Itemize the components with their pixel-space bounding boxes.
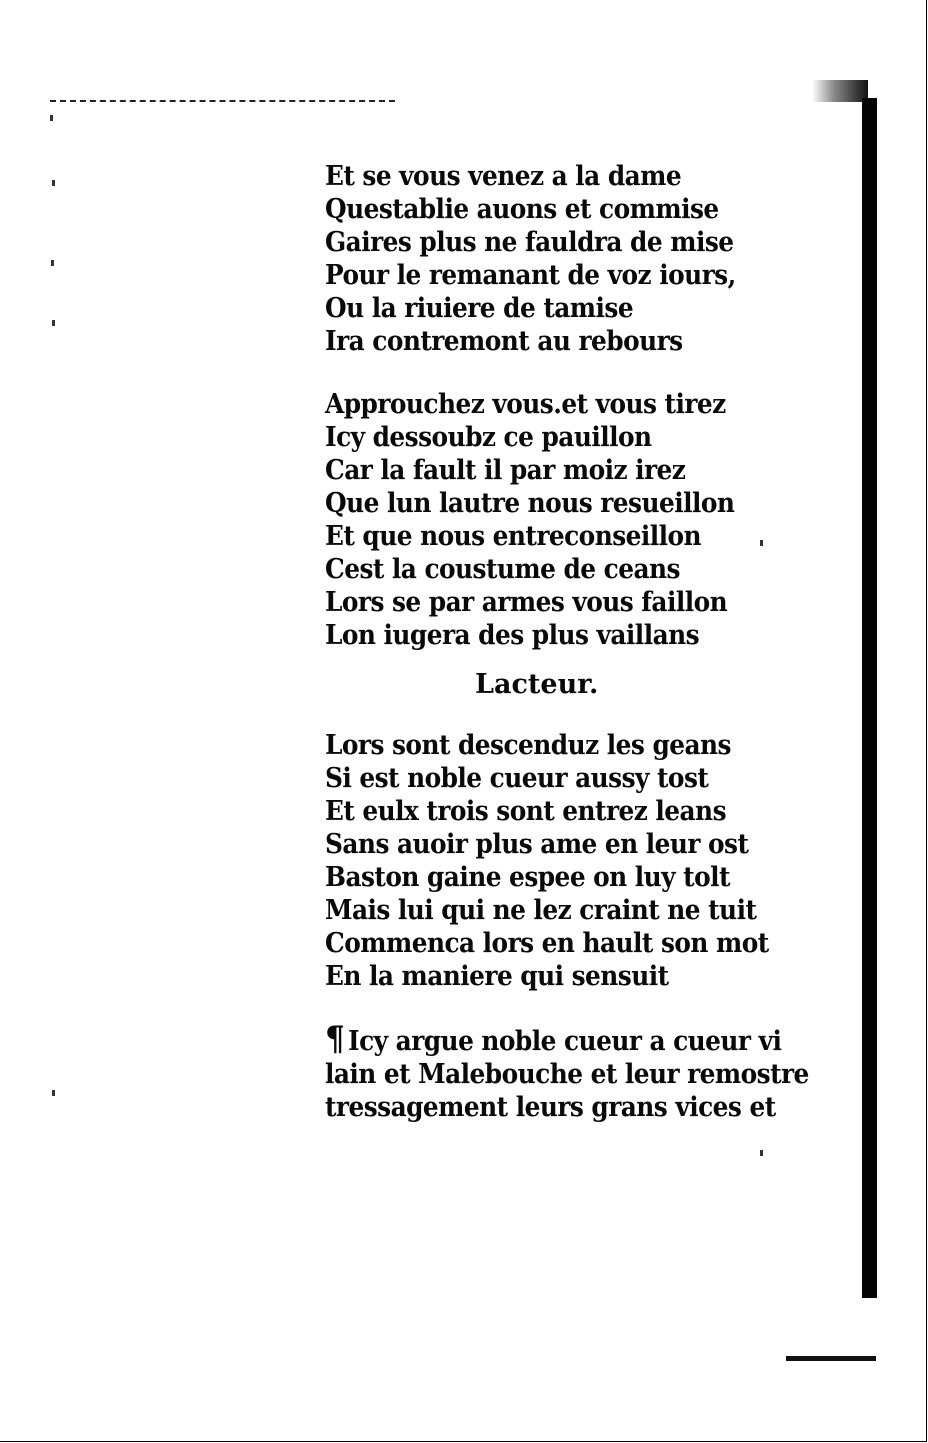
section-heading: Lacteur.	[475, 669, 599, 700]
stanza-gap	[325, 358, 785, 388]
verse-line: Pour le remanant de voz iours,	[325, 260, 736, 291]
verse-line: Si est noble cueur aussy tost	[325, 763, 709, 794]
stanza-gap	[325, 993, 785, 1023]
page-edge	[862, 98, 877, 1298]
stanza-3	[325, 729, 785, 993]
verse-line: Ou la riuiere de tamise	[325, 293, 634, 324]
pilcrow-mark: ¶	[325, 1019, 345, 1059]
text-block	[325, 160, 809, 1124]
verse-line: Et se vous venez a la dame	[325, 161, 682, 192]
verse-line: Car la fault il par moiz irez	[325, 455, 686, 486]
speck	[52, 1090, 55, 1096]
speck	[50, 115, 53, 121]
verse-line: Lors sont descenduz les geans	[325, 730, 732, 761]
speck	[52, 320, 55, 326]
speck	[51, 260, 54, 266]
speck	[52, 180, 55, 186]
verse-line: Que lun lautre nous resueillon	[325, 488, 735, 519]
verse-line: Approuchez vous.et vous tirez	[325, 389, 726, 420]
verse-line: Lon iugera des plus vaillans	[325, 620, 700, 651]
rubric-text: Icy argue noble cueur a cueur vi	[348, 1026, 782, 1057]
stanza-2	[325, 388, 785, 652]
verse-line: Mais lui qui ne lez craint ne tuit	[325, 895, 757, 926]
stanza-1	[325, 160, 785, 358]
speck	[760, 1150, 763, 1156]
verse-line: Questablie auons et commise	[325, 194, 719, 225]
verse-line: Gaires plus ne fauldra de mise	[325, 227, 734, 258]
rubric-line: lain et Malebouche et leur remostre	[325, 1059, 809, 1090]
binding-shadow	[812, 80, 868, 102]
verse-line: Et que nous entreconseillon	[325, 521, 702, 552]
rubric-line: tressagement leurs grans vices et	[325, 1092, 776, 1123]
bottom-rule	[786, 1356, 876, 1361]
verse-line: Lors se par armes vous faillon	[325, 587, 728, 618]
rubric-line	[325, 1019, 782, 1059]
verse-line: Cest la coustume de ceans	[325, 554, 680, 585]
top-rule	[50, 100, 395, 102]
verse-line: Et eulx trois sont entrez leans	[325, 796, 727, 827]
verse-line: En la maniere qui sensuit	[325, 961, 669, 992]
rubric-paragraph	[325, 1019, 809, 1124]
verse-line: Commenca lors en hault son mot	[325, 928, 769, 959]
verse-line: Icy dessoubz ce pauillon	[325, 422, 652, 453]
verse-line: Ira contremont au rebours	[325, 326, 683, 357]
verse-line: Baston gaine espee on luy tolt	[325, 862, 730, 893]
verse-line: Sans auoir plus ame en leur ost	[325, 829, 749, 860]
